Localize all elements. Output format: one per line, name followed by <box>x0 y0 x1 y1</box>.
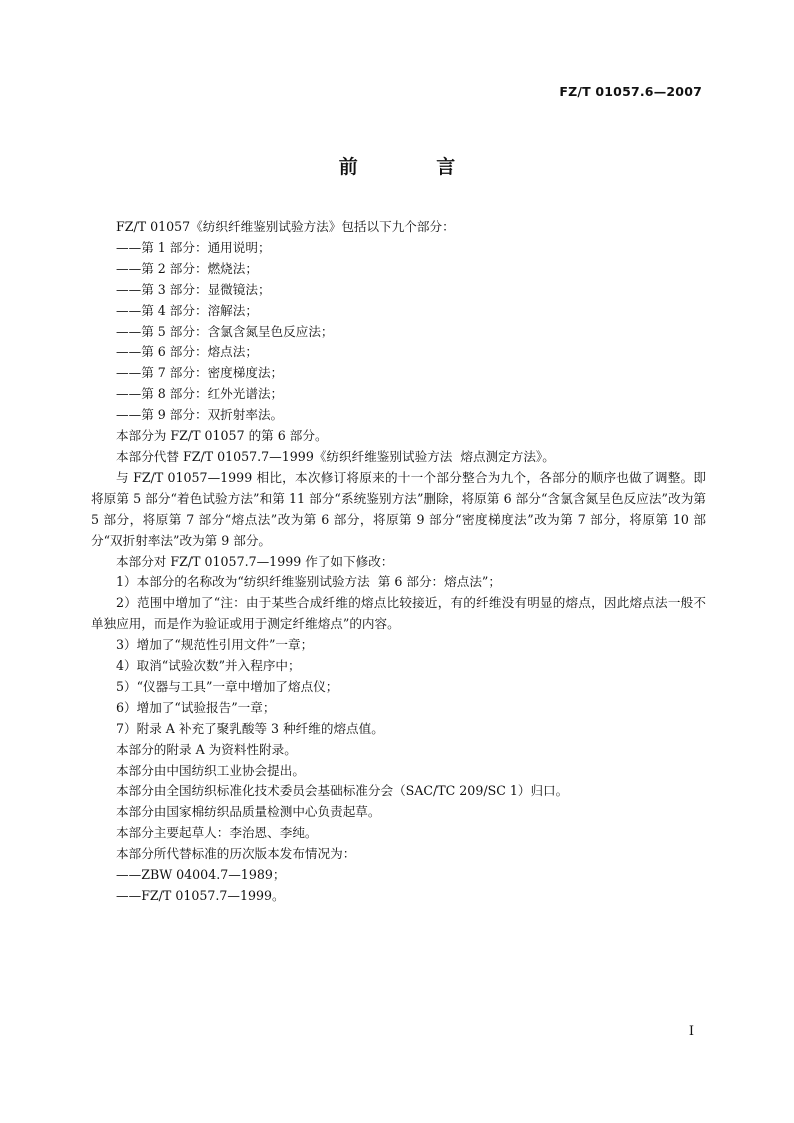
paragraph: 本部分由全国纺织标准化技术委员会基础标准分会（SAC/TC 209/SC 1）归口。 <box>116 783 569 799</box>
paragraph: 6）增加了“试验报告”一章； <box>116 699 276 715</box>
list-item: ——第 4 部分：溶解法； <box>116 302 258 318</box>
foreword-body <box>91 217 711 907</box>
paragraph: 本部分代替 FZ/T 01057.7—1999《纺织纤维鉴别试验方法 熔点测定方法》。 <box>116 448 555 464</box>
list-item: ——第 7 部分：密度梯度法； <box>116 365 284 381</box>
list-item: ——第 5 部分：含氯含氮呈色反应法； <box>116 323 334 339</box>
page-number: I <box>688 1024 694 1039</box>
paragraph: 本部分的附录 A 为资料性附录。 <box>116 741 297 757</box>
paragraph: 与 FZ/T 01057—1999 相比，本次修订将原来的十一个部分整合为九个，各部分的顺序也做了调整。即将原第 5 部分“着色试验方法”和第 11 部分“系统鉴别方法”删除，将原第 6 部分“含氯含氮呈色反应法”改为第 5 部分，将原第 7 部分“熔点法”改为第 6 部分，将原第 9 部分“密度梯度法”改为第 7 部分，将原第 10 部分“双折射率法”改为第 9 部分。 <box>91 469 711 548</box>
list-item: ——ZBW 04004.7—1989； <box>116 867 286 883</box>
list-item: ——第 1 部分：通用说明； <box>116 239 271 255</box>
paragraph: 3）增加了“规范性引用文件”一章； <box>116 637 314 653</box>
paragraph: 本部分所代替标准的历次版本发布情况为： <box>116 846 356 862</box>
paragraph: 本部分为 FZ/T 01057 的第 6 部分。 <box>116 428 328 444</box>
list-item: ——FZ/T 01057.7—1999。 <box>116 888 285 903</box>
page-title: 前 言 <box>338 156 492 178</box>
paragraph: 本部分对 FZ/T 01057.7—1999 作了如下修改： <box>116 553 394 569</box>
paragraph: 本部分由中国纺织工业协会提出。 <box>116 762 305 778</box>
paragraph: 本部分由国家棉纺织品质量检测中心负责起草。 <box>116 804 381 820</box>
list-item: ——第 3 部分：显微镜法； <box>116 281 271 297</box>
list-item: ——第 8 部分：红外光谱法； <box>116 386 284 402</box>
paragraph: 本部分主要起草人：李治恩、李纯。 <box>116 825 318 841</box>
paragraph: 7）附录 A 补充了聚乳酸等 3 种纤维的熔点值。 <box>116 720 384 736</box>
paragraph: 2）范围中增加了“注：由于某些合成纤维的熔点比较接近，有的纤维没有明显的熔点，因此熔点法一般不单独应用，而是作为验证或用于测定纤维熔点”的内容。 <box>91 595 706 632</box>
paragraph: 1）本部分的名称改为“纺织纤维鉴别试验方法 第 6 部分：熔点法”； <box>116 574 501 590</box>
paragraph: 5）“仪器与工具”一章中增加了熔点仪； <box>116 678 339 694</box>
list-item: ——第 2 部分：燃烧法； <box>116 260 258 276</box>
list-item: ——第 6 部分：熔点法； <box>116 344 258 360</box>
paragraph: FZ/T 01057《纺织纤维鉴别试验方法》包括以下九个部分： <box>116 219 455 234</box>
standard-code: FZ/T 01057.6—2007 <box>559 84 702 99</box>
paragraph: 4）取消“试验次数”并入程序中； <box>116 658 301 674</box>
list-item: ——第 9 部分：双折射率法。 <box>116 407 284 423</box>
